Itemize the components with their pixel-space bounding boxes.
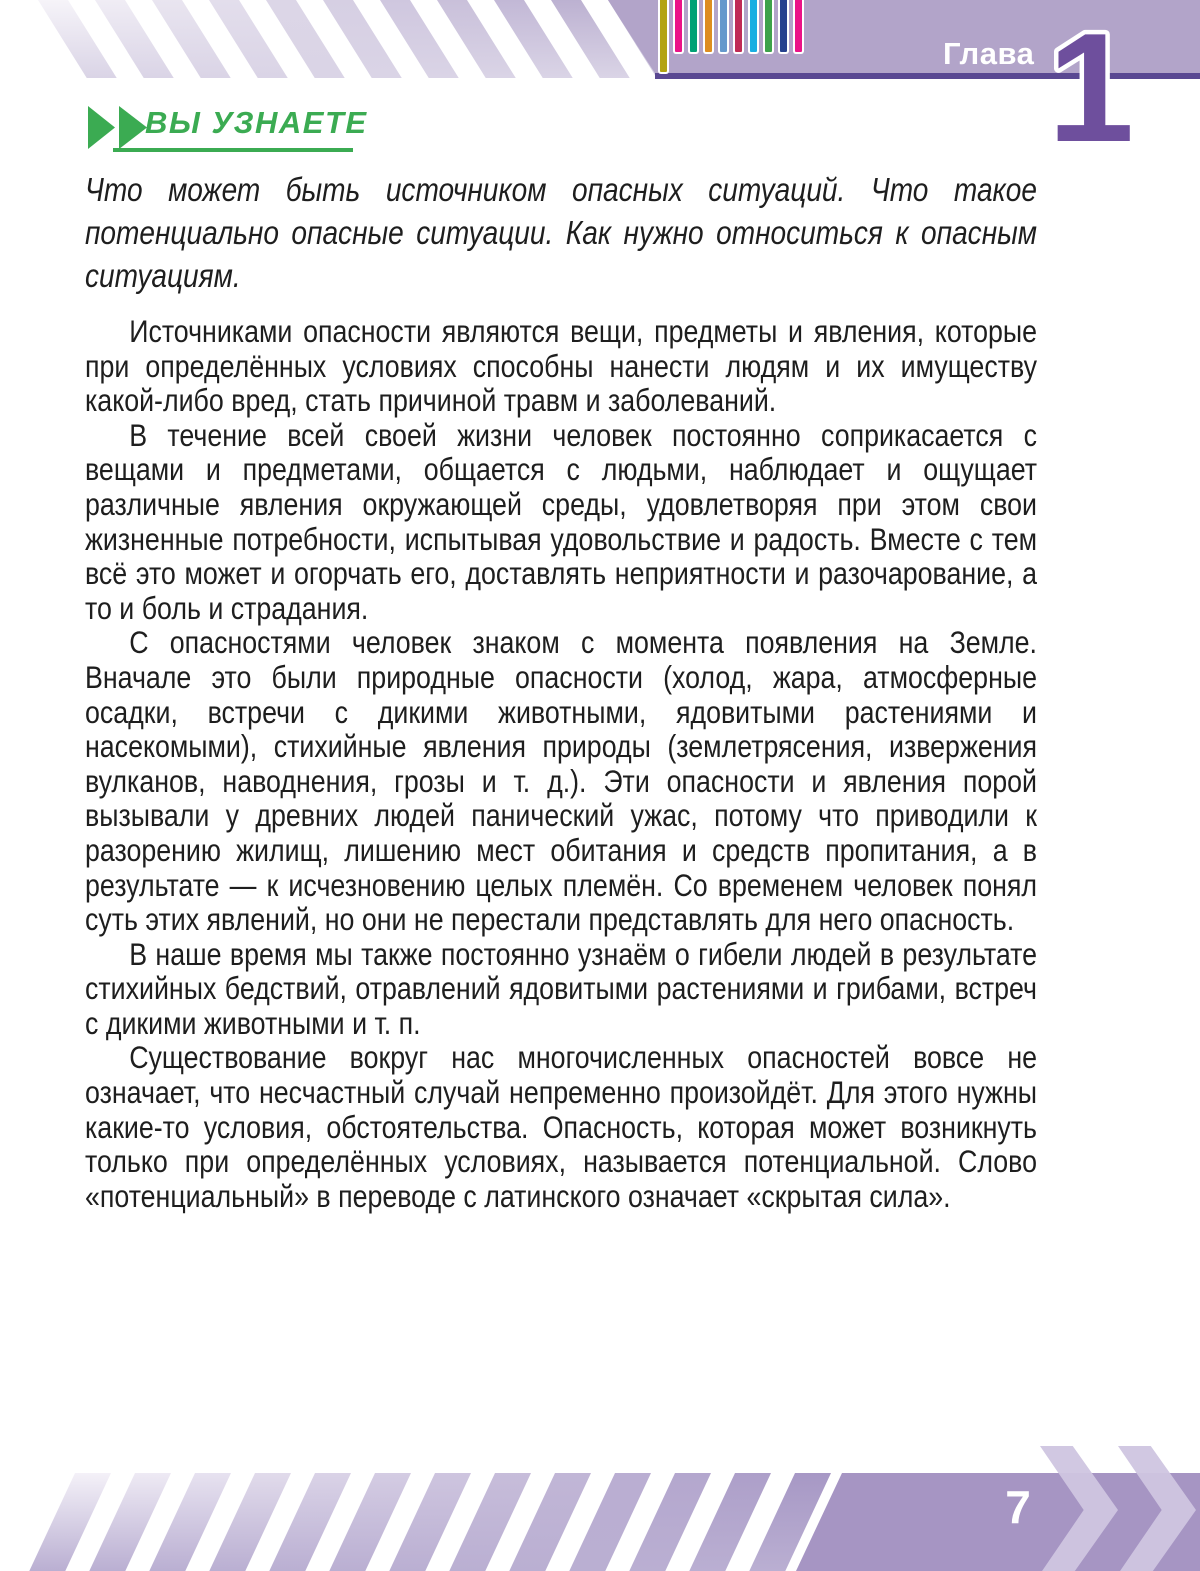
paragraph: С опасностями человек знаком с момента появления на Земле. Вначале это были природные опасности (холод, жара, атмосферные осадки, встречи с дикими животными, ядовитыми растениями и насекомыми), стихийные явления природы (землетрясения, извержения вулканов, наводнения, грозы и т. д.). Эти опасности и явления порой вызывали у древних людей панический ужас, потому что приводили к разорению жилищ, лишению мест обитания и средств пропитания, а в результате — к исчезновению целых племён. Со временем человек понял суть этих явлений, но они не перестали представлять для него опасность. xyxy=(85,624,1037,938)
color-bar xyxy=(763,0,774,54)
color-bar xyxy=(688,0,699,54)
you-will-learn-label: ВЫ УЗНАЕТЕ xyxy=(145,105,368,140)
color-bar xyxy=(733,0,744,54)
intro-summary-text: Что может быть источником опасных ситуаций. Что такое потенциально опасные ситуации. Как нужно относиться к опасным ситуациям. xyxy=(85,171,1037,294)
header-diagonal-stripes xyxy=(0,0,700,78)
color-bar xyxy=(673,0,684,54)
svg-text:1: 1 xyxy=(1047,14,1135,154)
color-bar xyxy=(748,0,759,54)
color-bar xyxy=(778,0,789,54)
paragraph: В течение всей своей жизни человек постоянно соприкасается с вещами и предметами, общается с людьми, наблюдает и ощущает различные явления окружающей среды, удовлетворяя при этом свои жизненные потребности, испытывая удовольствие и радость. Вместе с тем всё это может и огорчать его, доставлять неприятности и разочарование, а то и боль и страдания. xyxy=(85,416,1037,626)
heading-underline xyxy=(113,148,353,152)
you-will-learn-heading xyxy=(88,103,388,155)
color-bar xyxy=(703,0,714,54)
chapter-label: Глава xyxy=(943,36,1035,71)
paragraph: Существование вокруг нас многочисленных опасностей вовсе не означает, что несчастный случай непременно произойдёт. Для этого нужны какие-то условия, обстоятельства. Опасность, которая может возникнуть только при определённых условиях, называется потенциальной. Слово «потенциальный» в переводе с латинского означает «скрытая сила». xyxy=(85,1039,1037,1214)
decorative-color-bars xyxy=(658,0,804,74)
color-bar xyxy=(658,0,669,74)
chapter-number xyxy=(1005,14,1175,154)
footer-diagonal-stripes xyxy=(0,1473,860,1571)
page-number: 7 xyxy=(1005,1481,1031,1533)
forward-arrow-icon xyxy=(119,106,147,149)
paragraph: В наше время мы также постоянно узнаём о гибели людей в результате стихийных бедствий, отравлений ядовитыми растениями и грибами, встреч с дикими животными и т. п. xyxy=(85,935,1037,1041)
color-bar xyxy=(793,0,804,54)
forward-arrow-icon xyxy=(88,106,115,149)
color-bar xyxy=(718,0,729,54)
body-text xyxy=(85,314,1037,1213)
paragraph: Источниками опасности являются вещи, предметы и явления, которые при определённых условиях способны нанести людям и их имуществу какой-либо вред, стать причиной травм и заболеваний. xyxy=(85,313,1037,419)
